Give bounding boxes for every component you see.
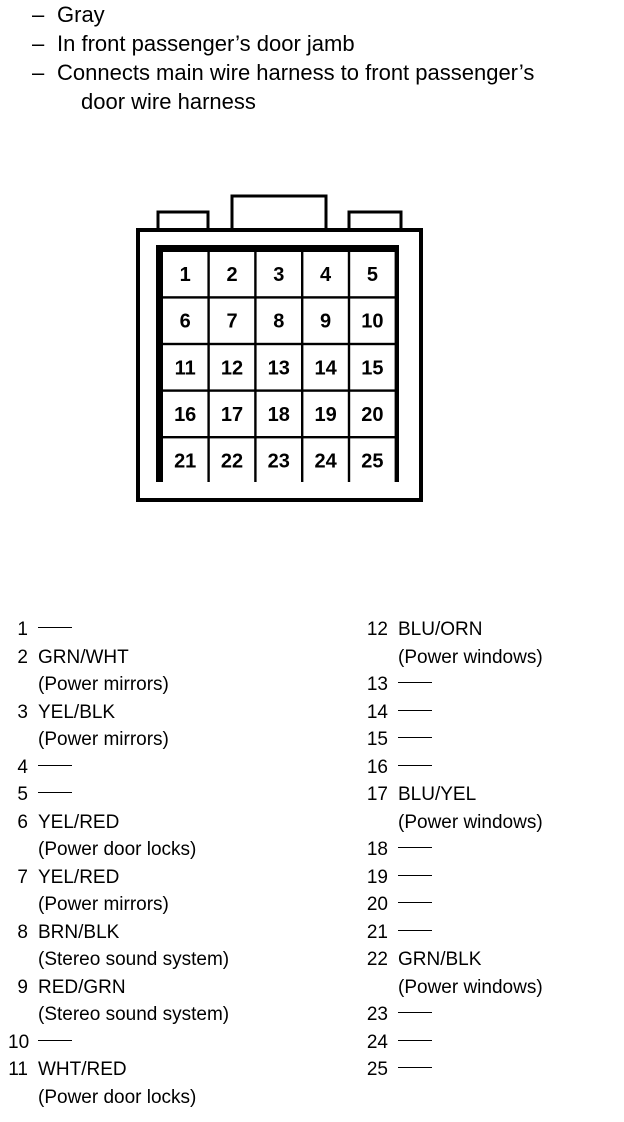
pin-entry	[366, 836, 616, 864]
unused-pin-dash	[38, 627, 72, 628]
pin-entry	[8, 864, 348, 919]
pin-entry-number: 10	[8, 1031, 30, 1053]
pin-entry-number: 4	[17, 756, 28, 778]
pin-entry	[366, 671, 616, 699]
pin-entry	[366, 891, 616, 919]
pin-entry-number: 7	[17, 866, 28, 888]
pin-number: 13	[267, 357, 290, 380]
pin-entry	[366, 946, 616, 1001]
circuit-description: (Stereo sound system)	[38, 949, 230, 970]
pin-number: 12	[220, 357, 244, 380]
pin-number: 1	[179, 264, 191, 287]
bullet-dash: –	[32, 31, 45, 56]
circuit-description: (Power mirrors)	[38, 894, 169, 915]
pin-entry-number: 16	[366, 756, 388, 778]
pin-entry-number: 17	[366, 784, 388, 805]
wire-color: GRN/BLK	[398, 949, 482, 970]
pin-number: 20	[361, 403, 384, 426]
pin-entry-number: 2	[17, 646, 28, 668]
pin-list-left	[8, 616, 348, 1111]
pin-entry	[8, 644, 348, 699]
wire-color: YEL/RED	[38, 811, 120, 833]
pin-number: 9	[320, 310, 332, 333]
pin-entry	[8, 1056, 348, 1111]
pin-entry-number: 11	[8, 1059, 28, 1080]
wire-color: BRN/BLK	[38, 921, 120, 943]
pin-entry	[366, 754, 616, 782]
pin-entry-number: 15	[366, 729, 388, 750]
wire-color: YEL/BLK	[38, 701, 116, 723]
wire-color: BLU/ORN	[398, 619, 483, 640]
circuit-description: (Power mirrors)	[38, 674, 169, 695]
unused-pin-dash	[398, 1012, 432, 1013]
circuit-description: (Stereo sound system)	[38, 1004, 230, 1025]
unused-pin-dash	[398, 1067, 432, 1068]
unused-pin-dash	[398, 710, 432, 711]
pin-entry-number: 22	[366, 949, 388, 970]
description-text: Gray	[57, 2, 105, 27]
pin-entry-number: 8	[17, 921, 28, 943]
pin-number: 21	[174, 450, 197, 473]
pin-entry-number: 20	[366, 894, 388, 915]
circuit-description: (Power door locks)	[38, 839, 197, 860]
pin-number: 19	[314, 403, 337, 426]
unused-pin-dash	[398, 1040, 432, 1041]
pin-entry	[366, 1001, 616, 1029]
pin-number: 14	[314, 357, 337, 380]
unused-pin-dash	[398, 847, 432, 848]
unused-pin-dash	[38, 1040, 72, 1041]
unused-pin-dash	[398, 902, 432, 903]
pin-number: 22	[220, 450, 244, 473]
pin-entry-number: 23	[366, 1004, 388, 1025]
wire-color: BLU/YEL	[398, 784, 477, 805]
pin-entry	[366, 726, 616, 754]
pin-number: 3	[273, 264, 285, 287]
pin-number: 6	[179, 310, 191, 333]
pin-entry	[8, 974, 348, 1029]
pin-entry	[366, 1056, 616, 1084]
pin-number: 8	[273, 310, 285, 333]
pin-number: 17	[220, 403, 244, 426]
connector-tab-center	[232, 196, 326, 232]
pin-entry	[8, 616, 348, 644]
pin-entry-number: 19	[366, 866, 388, 888]
circuit-description: (Power mirrors)	[38, 729, 169, 750]
circuit-description: (Power windows)	[398, 646, 543, 668]
pin-number: 10	[361, 310, 384, 333]
pin-entry-number: 9	[17, 976, 28, 998]
pin-number: 25	[361, 450, 384, 473]
wire-color: GRN/WHT	[38, 646, 129, 668]
pin-entry	[8, 699, 348, 754]
pin-entry-number: 25	[366, 1059, 388, 1080]
pin-number: 18	[267, 403, 290, 426]
pin-entry-number: 24	[366, 1031, 388, 1053]
pin-entry-number: 5	[17, 784, 28, 805]
circuit-description: (Power door locks)	[38, 1086, 197, 1108]
pin-number: 23	[267, 450, 290, 473]
unused-pin-dash	[398, 930, 432, 931]
unused-pin-dash	[398, 765, 432, 766]
unused-pin-dash	[398, 875, 432, 876]
pin-entry	[8, 1029, 348, 1057]
pin-entry	[366, 616, 616, 671]
pin-number: 7	[226, 310, 238, 333]
circuit-description: (Power windows)	[398, 811, 543, 833]
unused-pin-dash	[398, 737, 432, 738]
pin-entry-number: 14	[366, 701, 388, 723]
pin-number: 24	[314, 450, 337, 473]
wire-color: YEL/RED	[38, 866, 120, 888]
pin-entry-number: 18	[366, 839, 388, 860]
pin-entry-number: 1	[17, 619, 28, 640]
pin-entry-number: 12	[366, 619, 388, 640]
pin-list-right	[366, 616, 616, 1084]
pin-entry	[366, 699, 616, 727]
bullet-dash: –	[32, 2, 45, 27]
pin-entry	[366, 864, 616, 892]
pin-entry-number: 6	[17, 811, 28, 833]
pin-entry	[366, 781, 616, 836]
unused-pin-dash	[398, 682, 432, 683]
pin-number: 16	[174, 403, 197, 426]
pin-grid	[163, 252, 395, 483]
pin-entry	[8, 781, 348, 809]
pin-entry-number: 13	[366, 674, 388, 695]
unused-pin-dash	[38, 792, 72, 793]
unused-pin-dash	[38, 765, 72, 766]
pin-entry	[8, 919, 348, 974]
pin-entry-number: 21	[366, 921, 388, 943]
wire-color: RED/GRN	[38, 976, 126, 998]
pin-number: 5	[366, 264, 378, 287]
pin-entry	[366, 919, 616, 947]
pin-entry	[8, 754, 348, 782]
pin-entry-number: 3	[17, 701, 28, 723]
description-text: In front passenger’s door jamb	[57, 31, 355, 56]
connector-diagram	[0, 0, 624, 520]
circuit-description: (Power windows)	[398, 976, 543, 998]
pin-number: 11	[174, 357, 196, 380]
wire-color: WHT/RED	[38, 1059, 127, 1080]
pin-entry	[8, 809, 348, 864]
pin-number: 4	[320, 264, 332, 287]
pin-number: 15	[361, 357, 384, 380]
bullet-dash: –	[32, 60, 45, 85]
description-text: Connects main wire harness to front passenger’s	[57, 60, 535, 85]
description-text-continued: door wire harness	[81, 89, 256, 114]
pin-entry	[366, 1029, 616, 1057]
pin-number: 2	[226, 264, 238, 287]
